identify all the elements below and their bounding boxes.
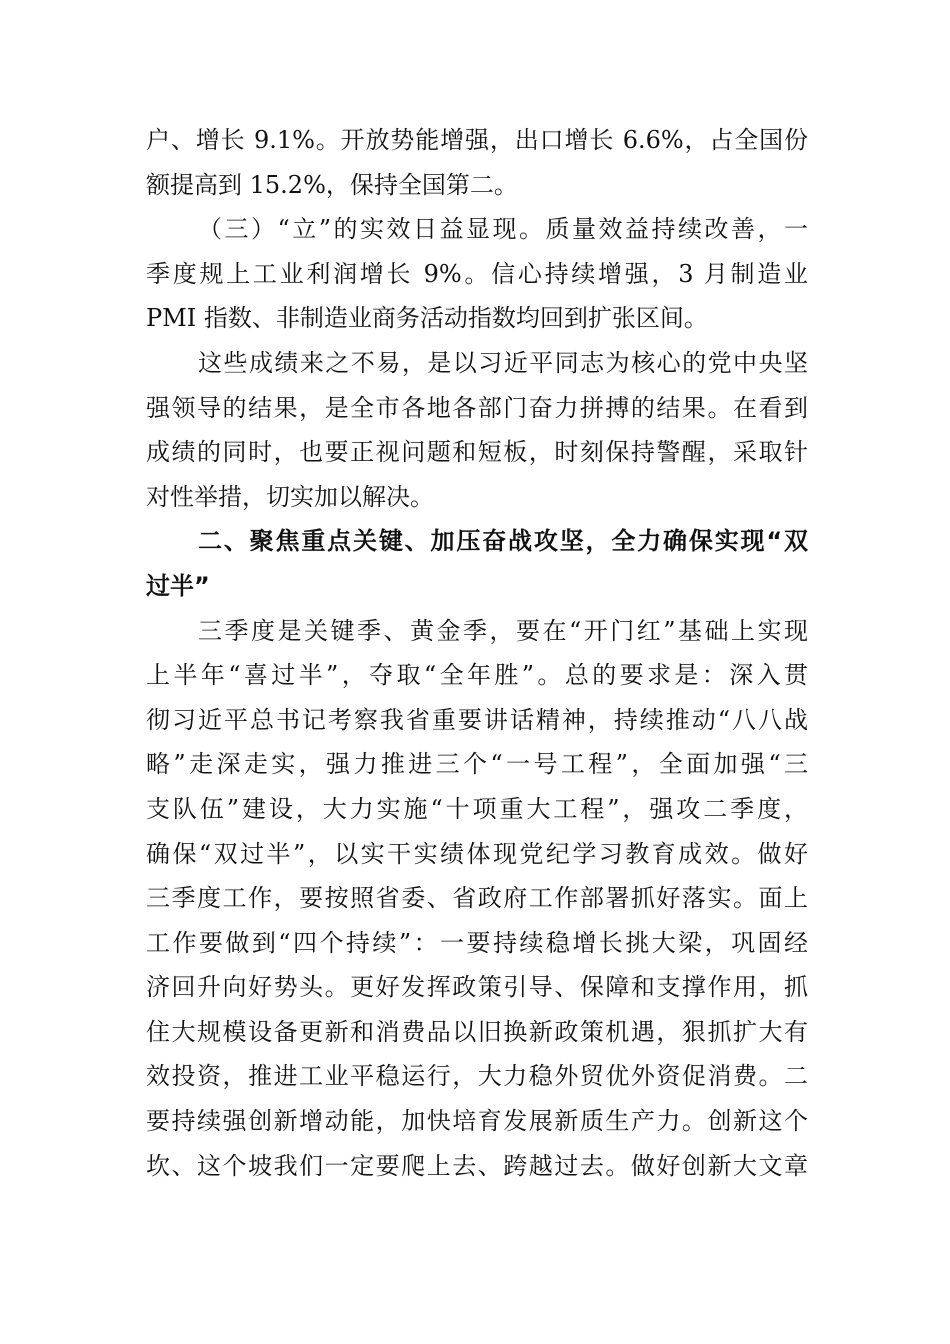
heading-line: 二、聚焦重点关键、加压奋战攻坚，全力确保实现“双 <box>198 527 808 556</box>
text-line: 三季度是关键季、黄金季，要在“开门红”基础上实现 <box>198 616 808 645</box>
text-line: 成绩的同时，也要正视问题和短板，时刻保持警醒，采取针 <box>146 438 808 467</box>
text-line: 户、增长 9.1%。开放势能增强，出口增长 6.6%，占全国份 <box>146 126 808 154</box>
text-line: 确保“双过半”，以实干实绩体现党纪学习教育成效。做好 <box>146 839 808 868</box>
text-line: 额提高到 15.2%，保持全国第二。 <box>146 170 518 199</box>
text-line: 对性举措，切实加以解决。 <box>146 482 434 511</box>
text-line: 略”走深走实，强力推进三个“一号工程”，全面加强“三 <box>146 750 808 779</box>
section-heading-two <box>146 519 808 608</box>
paragraph-continuation <box>146 118 808 207</box>
text-line: 要持续强创新增动能，加快培育发展新质生产力。创新这个 <box>146 1107 808 1136</box>
text-line: 济回升向好势头。更好发挥政策引导、保障和支撑作用，抓 <box>146 973 808 1002</box>
text-line: 强领导的结果，是全市各地各部门奋力拼搏的结果。在看到 <box>146 393 808 422</box>
text-line: 上半年“喜过半”，夺取“全年胜”。总的要求是：深入贯 <box>146 661 808 690</box>
paragraph-summary <box>146 341 808 519</box>
text-line: 彻习近平总书记考察我省重要讲话精神，持续推动“八八战 <box>146 705 808 734</box>
paragraph-section-three <box>146 207 808 341</box>
text-line: 三季度工作，要按照省委、省政府工作部署抓好落实。面上 <box>146 884 808 913</box>
heading-line: 过半” <box>146 571 210 600</box>
text-line: PMI 指数、非制造业商务活动指数均回到扩张区间。 <box>146 304 708 333</box>
text-line: 坎、这个坡我们一定要爬上去、跨越过去。做好创新大文章 <box>146 1151 808 1180</box>
text-line: （三）“立”的实效日益显现。质量效益持续改善，一 <box>198 215 808 244</box>
text-line: 支队伍”建设，大力实施“十项重大工程”，强攻二季度， <box>146 794 808 823</box>
text-line: 这些成绩来之不易，是以习近平同志为核心的党中央坚 <box>198 348 808 377</box>
paragraph-third-quarter <box>146 609 808 1189</box>
text-line: 工作要做到“四个持续”：一要持续稳增长挑大梁，巩固经 <box>146 928 808 957</box>
document-body <box>146 118 808 1188</box>
text-line: 效投资，推进工业平稳运行，大力稳外贸优外资促消费。二 <box>146 1062 808 1091</box>
text-line: 住大规模设备更新和消费品以旧换新政策机遇，狠抓扩大有 <box>146 1017 808 1046</box>
text-line: 季度规上工业利润增长 9%。信心持续增强，3 月制造业 <box>146 259 808 288</box>
